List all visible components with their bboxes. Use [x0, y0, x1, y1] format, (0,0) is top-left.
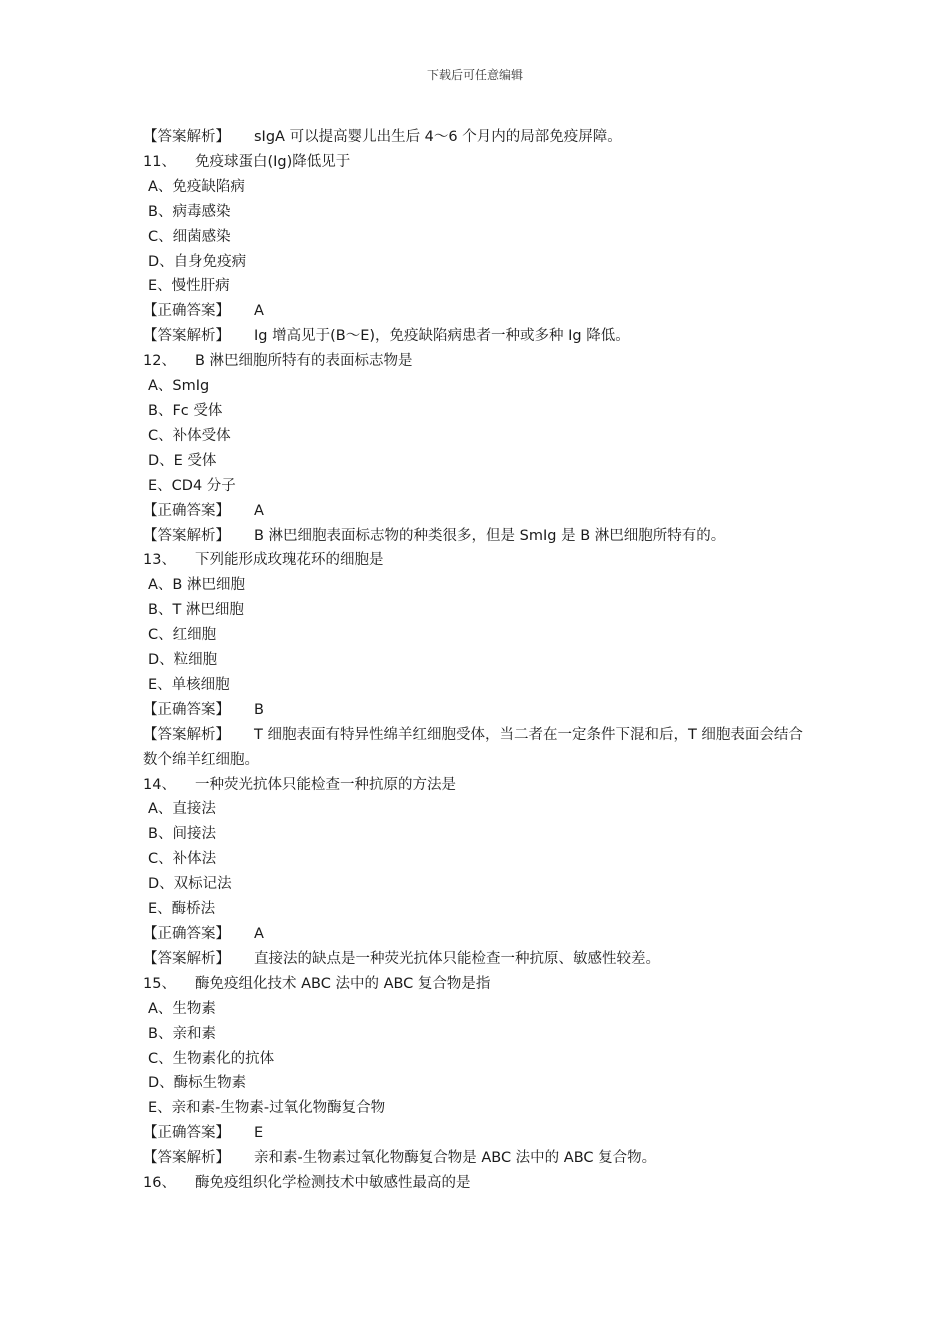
option: B、病毒感染 [148, 203, 231, 220]
analysis-line [143, 723, 803, 773]
analysis-text: sIgA 可以提高婴儿出生后 4～6 个月内的局部免疫屏障。 [254, 129, 622, 145]
analysis-label: 【答案解析】 [143, 1150, 230, 1167]
analysis-label: 【答案解析】 [143, 328, 230, 345]
question-stem [143, 548, 803, 573]
analysis-line [143, 125, 803, 150]
answer-value: A [254, 926, 264, 942]
analysis-text: Ig 增高见于(B～E)，免疫缺陷病患者一种或多种 Ig 降低。 [254, 328, 630, 345]
option: A、B 淋巴细胞 [148, 577, 245, 594]
option: E、单核细胞 [148, 676, 230, 693]
analysis-line [143, 324, 803, 349]
option: A、直接法 [148, 801, 216, 818]
question-number: 13、 [143, 552, 176, 569]
question-stem [143, 349, 803, 374]
answer-line [143, 299, 803, 324]
analysis-text: T 细胞表面有特异性绵羊红细胞受体，当二者在一定条件下混和后，T 细胞表面会结合数个绵羊红细胞。 [143, 726, 803, 768]
document-body [143, 125, 803, 1196]
answer-value: E [254, 1125, 264, 1142]
answer-value: A [254, 303, 264, 320]
analysis-line [143, 947, 803, 972]
answer-label: 【正确答案】 [143, 502, 230, 519]
answer-value: A [254, 502, 264, 519]
question-text: 免疫球蛋白(Ig)降低见于 [195, 153, 351, 170]
answer-line [143, 698, 803, 723]
answer-line [143, 499, 803, 524]
analysis-label: 【答案解析】 [143, 129, 230, 145]
analysis-text: 直接法的缺点是一种荧光抗体只能检查一种抗原、敏感性较差。 [254, 950, 660, 967]
answer-label: 【正确答案】 [143, 701, 230, 718]
option: E、酶桥法 [148, 901, 216, 918]
option: C、细菌感染 [148, 228, 231, 245]
answer-line [143, 922, 803, 947]
question-text: 下列能形成玫瑰花环的细胞是 [195, 552, 384, 569]
question-number: 11、 [143, 153, 176, 170]
question-stem [143, 150, 803, 175]
option: E、亲和素-生物素-过氧化物酶复合物 [148, 1100, 386, 1117]
question-number: 16、 [143, 1175, 176, 1192]
option: C、生物素化的抗体 [148, 1050, 275, 1067]
question-number: 15、 [143, 975, 176, 992]
option: B、亲和素 [148, 1025, 216, 1042]
question-number: 14、 [143, 776, 176, 793]
option: A、SmIg [148, 378, 210, 395]
option: E、CD4 分子 [148, 477, 236, 494]
answer-label: 【正确答案】 [143, 1125, 230, 1142]
option: C、红细胞 [148, 627, 217, 644]
option: C、补体受体 [148, 427, 231, 444]
analysis-text: B 淋巴细胞表面标志物的种类很多，但是 SmIg 是 B 淋巴细胞所特有的。 [254, 527, 726, 544]
option: B、T 淋巴细胞 [148, 602, 244, 619]
option: D、自身免疫病 [148, 253, 247, 270]
option: A、免疫缺陷病 [148, 178, 245, 195]
option: B、间接法 [148, 826, 216, 843]
option: C、补体法 [148, 851, 217, 868]
question-stem [143, 773, 803, 798]
option: D、酶标生物素 [148, 1075, 247, 1092]
option: D、粒细胞 [148, 652, 218, 669]
question-text: B 淋巴细胞所特有的表面标志物是 [195, 353, 413, 370]
analysis-text: 亲和素-生物素过氧化物酶复合物是 ABC 法中的 ABC 复合物。 [254, 1150, 657, 1167]
question-stem [143, 1171, 803, 1196]
option: E、慢性肝病 [148, 278, 230, 295]
answer-line [143, 1121, 803, 1146]
answer-label: 【正确答案】 [143, 303, 230, 320]
analysis-label: 【答案解析】 [143, 726, 230, 743]
page-header: 下载后可任意编辑 [426, 68, 523, 82]
answer-label: 【正确答案】 [143, 926, 230, 942]
option: B、Fc 受体 [148, 402, 223, 419]
analysis-line [143, 524, 803, 549]
option: A、生物素 [148, 1000, 216, 1017]
option: D、E 受体 [148, 452, 217, 469]
analysis-line [143, 1146, 803, 1171]
question-text: 酶免疫组织化学检测技术中敏感性最高的是 [195, 1175, 471, 1192]
question-text: 酶免疫组化技术 ABC 法中的 ABC 复合物是指 [195, 975, 491, 992]
option: D、双标记法 [148, 876, 232, 893]
answer-value: B [254, 701, 264, 718]
analysis-label: 【答案解析】 [143, 950, 230, 967]
question-stem [143, 972, 803, 997]
question-text: 一种荧光抗体只能检查一种抗原的方法是 [195, 776, 456, 793]
analysis-label: 【答案解析】 [143, 527, 230, 544]
question-number: 12、 [143, 353, 176, 370]
